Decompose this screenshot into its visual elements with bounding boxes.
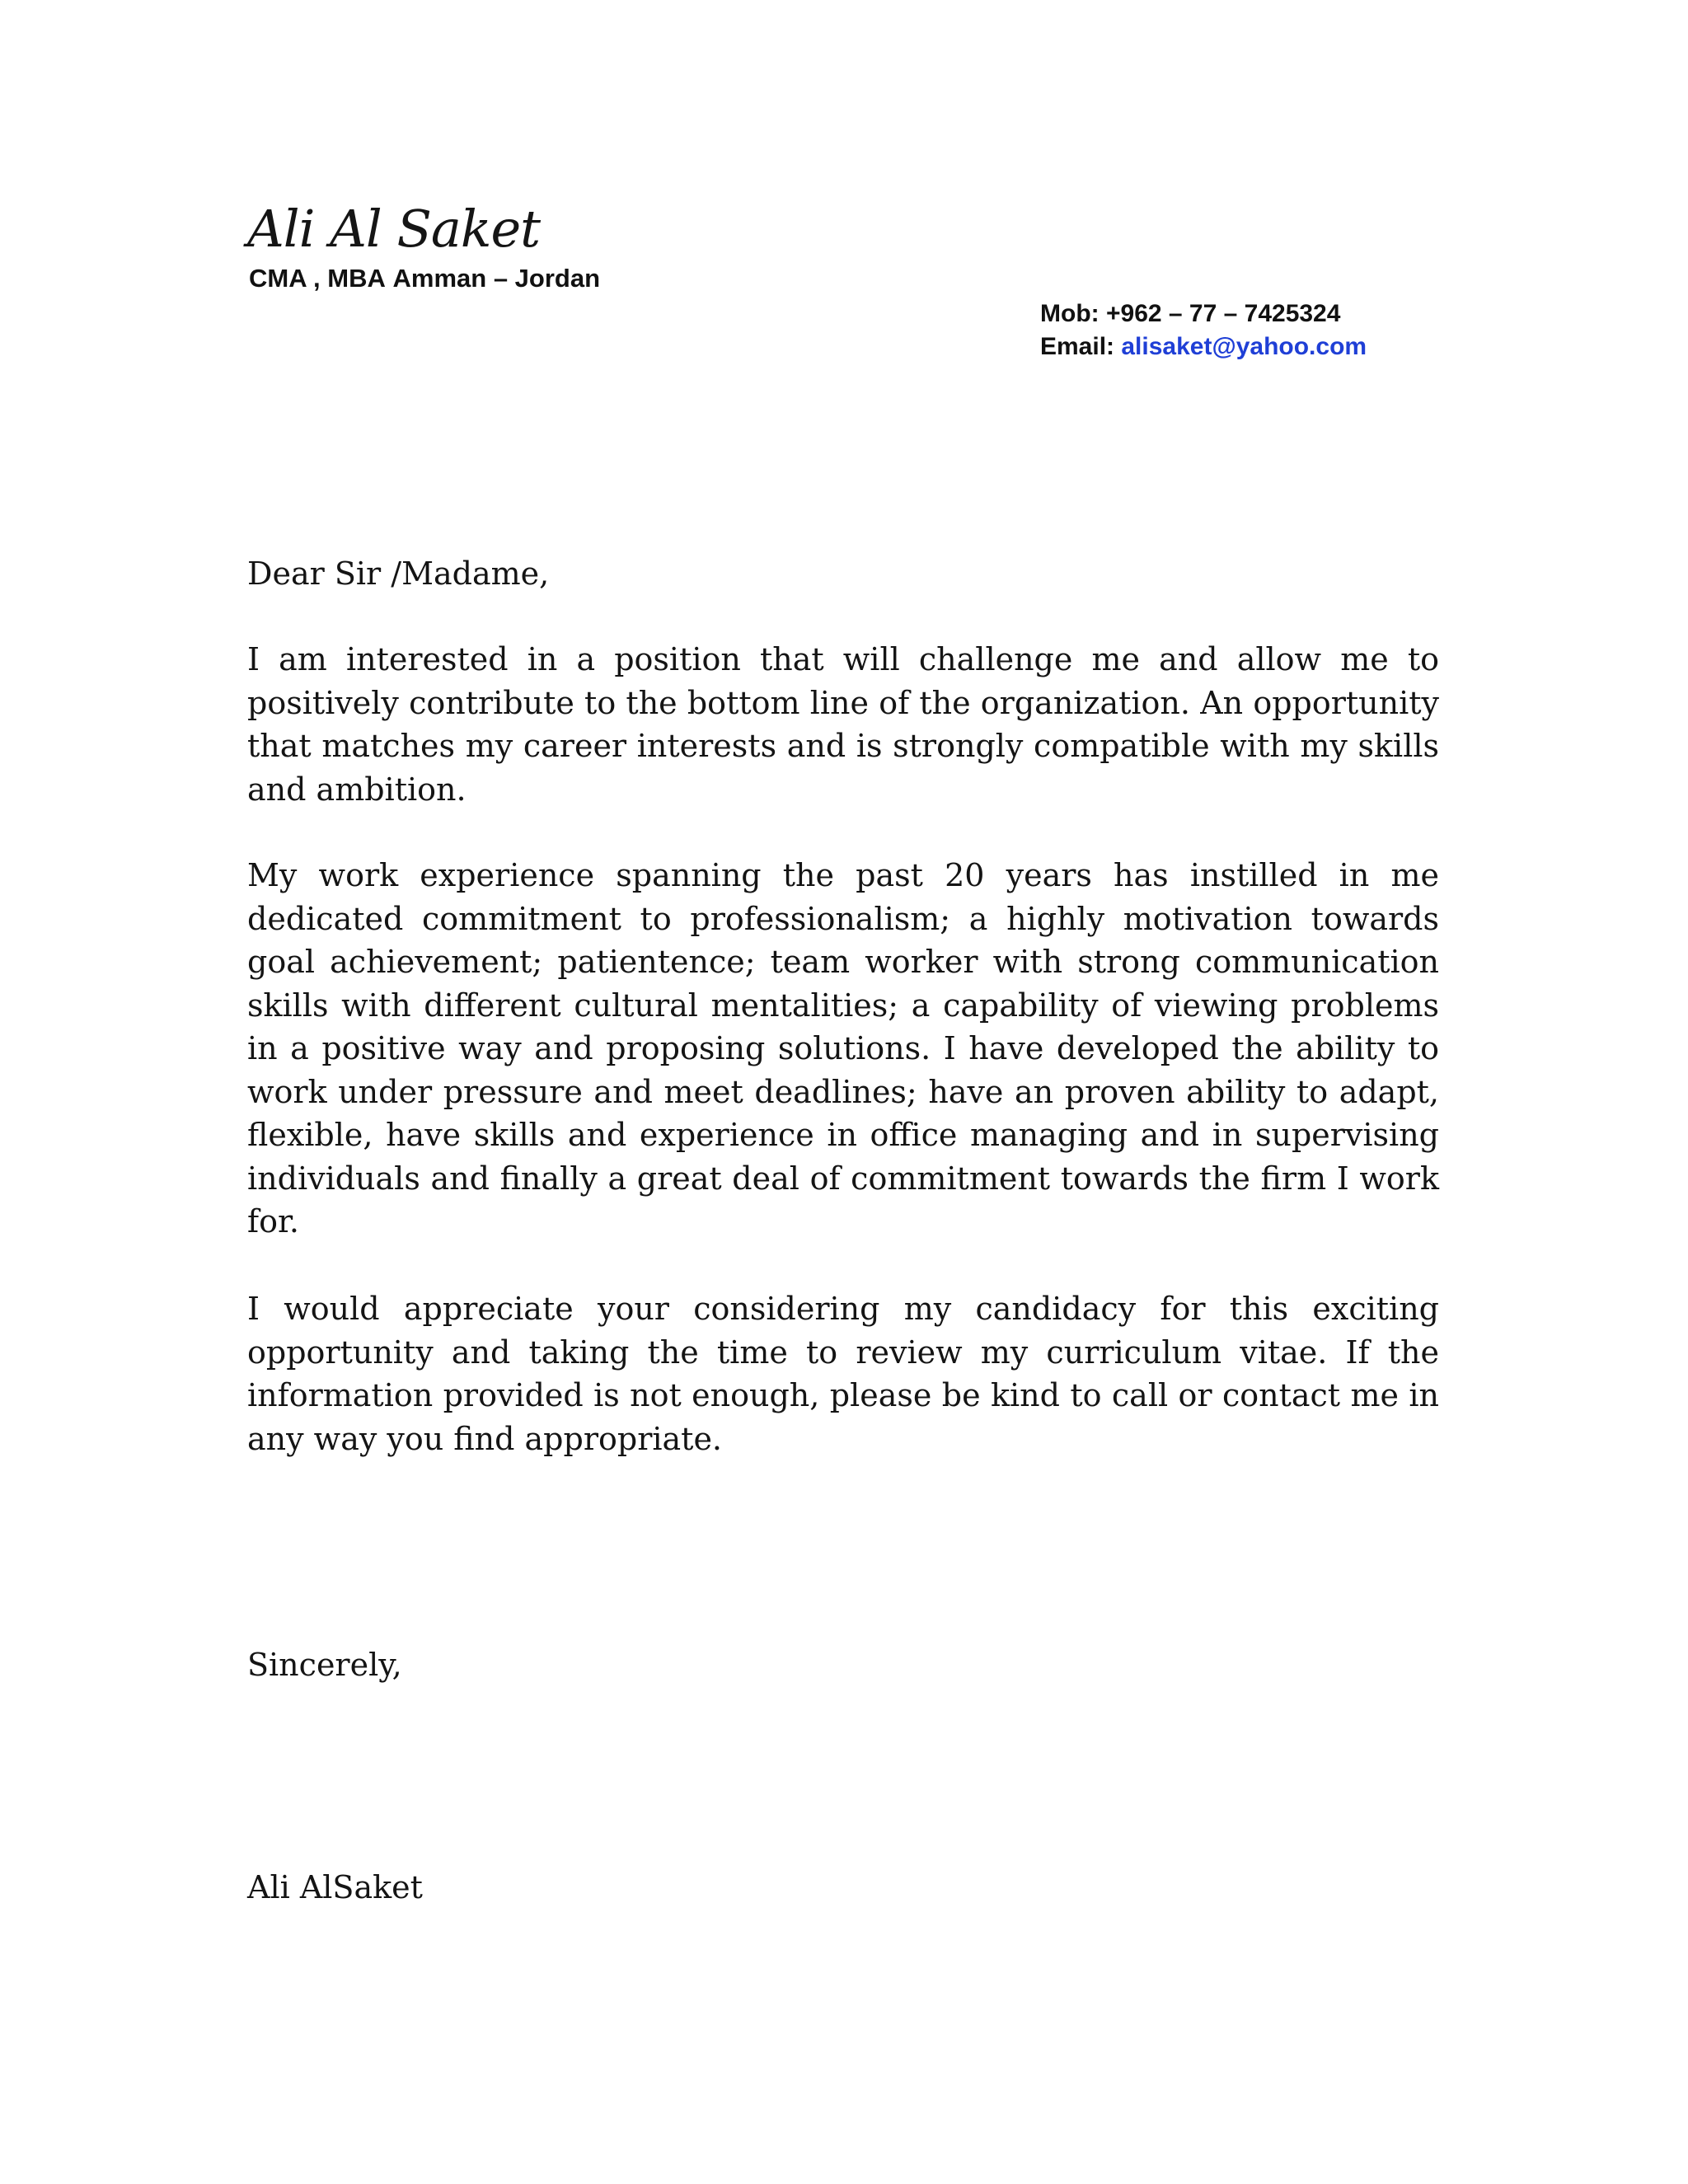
mobile-number: +962 – 77 – 7425324 <box>1105 300 1341 327</box>
salutation: Dear Sir /Madame, <box>247 555 550 592</box>
email-label: Email: <box>1040 333 1115 360</box>
contact-block <box>1040 298 1367 363</box>
email-line <box>1040 330 1367 363</box>
email-link[interactable]: alisaket@yahoo.com <box>1121 333 1367 360</box>
paragraph-interest: I am interested in a position that will challenge me and allow me to positively contribute to the bottom line of the organization. An opportunity that matches my career interests and is strongly compatible with my skills and ambition. <box>247 641 1439 808</box>
mobile-line <box>1040 298 1367 330</box>
sender-location: Amman – Jordan <box>392 264 601 293</box>
sender-name: Ali Al Saket <box>247 199 541 259</box>
signature: Ali AlSaket <box>247 1869 423 1905</box>
mobile-label: Mob: <box>1040 300 1100 327</box>
sender-credentials <box>249 262 600 295</box>
sender-degrees: CMA , MBA <box>249 264 386 293</box>
paragraph-experience: My work experience spanning the past 20 years has instilled in me dedicated commitment to professionalism; a highly motivation towards goal achievement; patientence; team worker with strong communication skills with different cultural mentalities; a capability of viewing problems in a positive way and proposing solutions. I have developed the ability to work under pressure and meet deadlines; have an proven ability to adapt, flexible, have skills and experience in office managing and in supervising individuals and finally a great deal of commitment towards the firm I work for. <box>247 857 1439 1240</box>
paragraph-request: I would appreciate your considering my candidacy for this exciting opportunity and taking the time to review my curriculum vitae. If the information provided is not enough, please be kind to call or contact me in any way you find appropriate. <box>247 1291 1439 1457</box>
closing: Sincerely, <box>247 1647 402 1683</box>
